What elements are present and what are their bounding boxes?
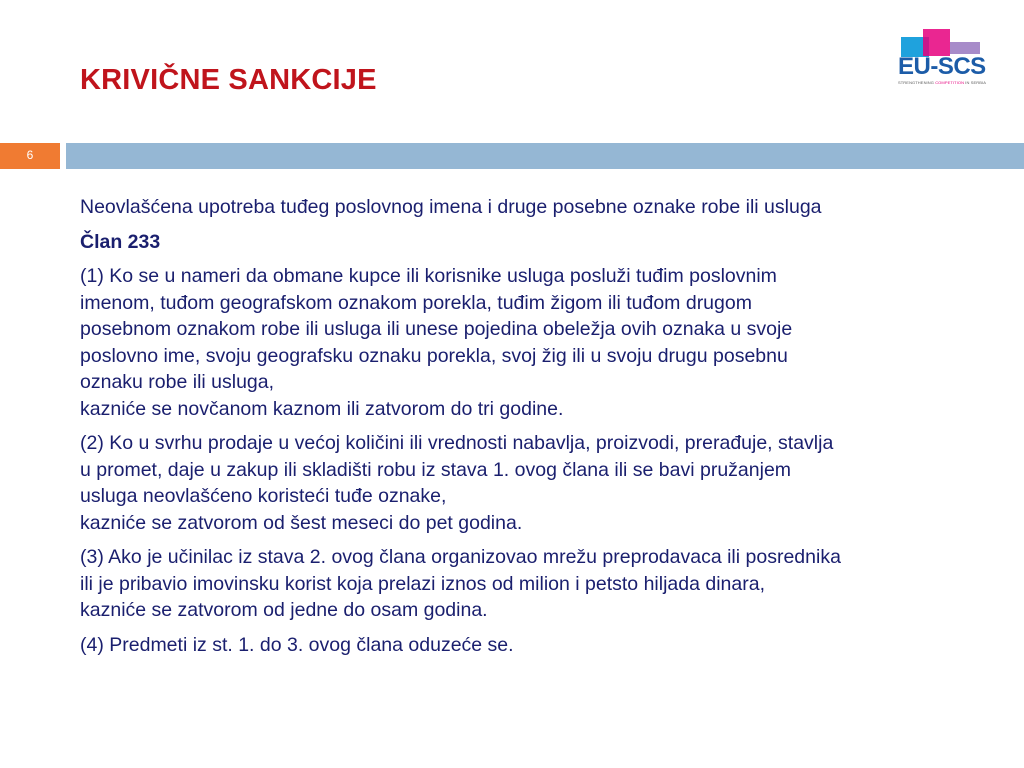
logo-tagline — [898, 80, 986, 85]
logo-pink-square — [923, 29, 950, 56]
paragraph-4: (4) Predmeti iz st. 1. do 3. ovog člana oduzeće se. — [80, 633, 514, 656]
paragraph-line: (1) Ko se u nameri da obmane kupce ili korisnike usluga posluži tuđim poslovnim — [80, 265, 777, 287]
logo-tagline-highlight: COMPETITION — [935, 80, 965, 85]
paragraph-line: kazniće se zatvorom od jedne do osam godina. — [80, 599, 488, 621]
content-heading: Neovlašćena upotreba tuđeg poslovnog imena i druge posebne oznake robe ili usluga — [80, 196, 822, 218]
paragraph-3 — [80, 544, 990, 624]
paragraph-sanction: kazniće se zatvorom od šest meseci do pet godina. — [80, 511, 523, 534]
paragraph-2 — [80, 430, 990, 536]
paragraph-line: (3) Ako je učinilac iz stava 2. ovog člana organizovao mrežu preprodavaca ili posrednika — [80, 546, 841, 568]
header-bar — [0, 143, 1024, 169]
paragraph-line: u promet, daje u zakup ili skladišti robu iz stava 1. ovog člana ili se bavi pružanjem — [80, 458, 792, 481]
paragraph-line: poslovno ime, svoju geografsku oznaku porekla, svoj žig ili u svoju drugu posebnu — [80, 344, 788, 367]
page-number-box — [0, 143, 60, 169]
logo-tagline-before: STRENGTHENING — [898, 80, 936, 85]
decorative-bar — [66, 143, 1024, 169]
paragraph-line: ili je pribavio imovinsku korist koja prelazi iznos od milion i petsto hiljada dinara, — [80, 572, 765, 595]
slide-title: KRIVIČNE SANKCIJE — [80, 64, 377, 96]
logo-tagline-after: IN SERBIA — [964, 80, 986, 85]
page-number: 6 — [26, 148, 34, 162]
paragraph-line: posebnom oznakom robe ili usluga ili unese pojedina obeležja ovih oznaka u svoje — [80, 318, 793, 340]
article-number: Član 233 — [80, 230, 161, 253]
eu-scs-logo — [896, 26, 988, 88]
slide-content — [80, 194, 990, 666]
paragraph-1 — [80, 263, 990, 422]
paragraph-line: usluga neovlašćeno koristeći tuđe oznake, — [80, 485, 447, 507]
paragraph-sanction: kazniće se novčanom kaznom ili zatvorom do tri godine. — [80, 397, 564, 420]
paragraph-line: imenom, tuđom geografskom oznakom porekla, tuđim žigom ili tuđom drugom — [80, 291, 752, 314]
paragraph-line: oznaku robe ili usluga, — [80, 371, 275, 393]
paragraph-line: (2) Ko u svrhu prodaje u većoj količini ili vrednosti nabavlja, proizvodi, prerađuje, stavlja — [80, 432, 834, 454]
logo-text: EU-SCS — [898, 53, 986, 80]
